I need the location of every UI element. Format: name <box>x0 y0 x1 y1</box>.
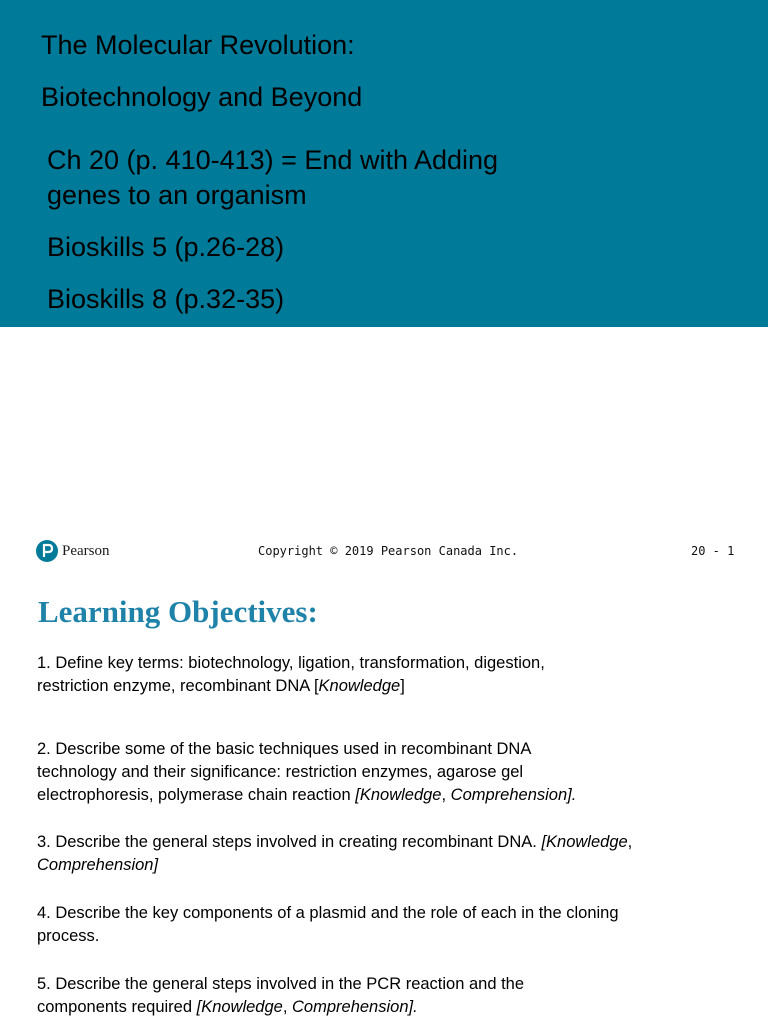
reading-chapter-line-2: genes to an organism <box>47 180 307 210</box>
objective-1: 1. Define key terms: biotechnology, ligation, transformation, digestion, restriction enzyme, recombinant DNA [Knowledge] <box>37 654 545 695</box>
title-line-1: The Molecular Revolution: <box>41 30 355 60</box>
page-number: 20 - 1 <box>691 544 735 558</box>
objective-4: 4. Describe the key components of a plasmid and the role of each in the cloning process. <box>37 904 619 945</box>
slide-footer <box>0 535 768 571</box>
reading-bioskills-8: Bioskills 8 (p.32-35) <box>47 284 285 314</box>
objective-5: 5. Describe the general steps involved in the PCR reaction and the components required [Knowledge, Comprehension]. <box>37 975 525 1016</box>
objective-2: 2. Describe some of the basic techniques used in recombinant DNA technology and their significance: restriction enzymes, agarose gel electrophoresis, polymerase chain reaction [Knowledge, Comprehension]. <box>37 740 577 804</box>
pearson-logo <box>36 540 110 562</box>
reading-bioskills-5: Bioskills 5 (p.26-28) <box>47 232 285 262</box>
objectives-heading: Learning Objectives: <box>38 594 318 629</box>
reading-chapter-line-1: Ch 20 (p. 410-413) = End with Adding <box>47 145 499 175</box>
title-line-2: Biotechnology and Beyond <box>41 82 363 112</box>
objective-3: 3. Describe the general steps involved in creating recombinant DNA. [Knowledge, Comprehension] <box>37 833 633 874</box>
title-banner <box>0 0 768 327</box>
pearson-p-icon <box>36 540 58 562</box>
copyright-text: Copyright © 2019 Pearson Canada Inc. <box>258 544 519 558</box>
pearson-logo-text: Pearson <box>62 542 110 559</box>
